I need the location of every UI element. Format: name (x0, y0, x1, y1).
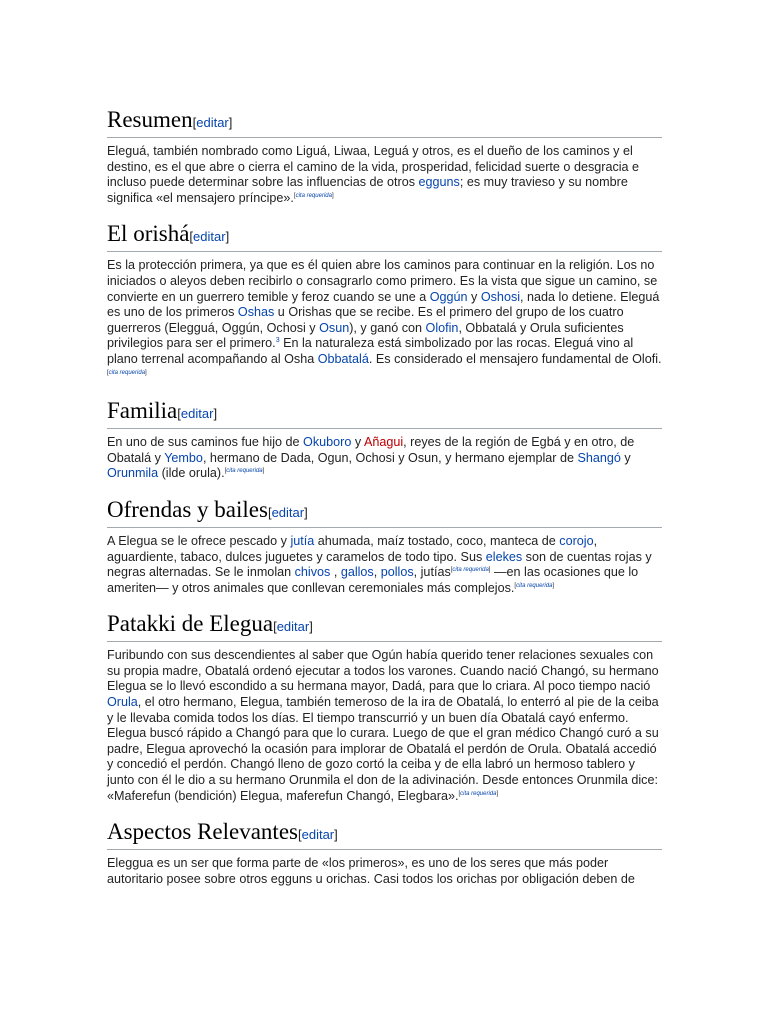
section-title: Resumen (107, 107, 193, 132)
edit-link[interactable]: editar (301, 827, 335, 843)
section-title: Aspectos Relevantes (107, 819, 298, 845)
citation-needed[interactable]: [cita requerida] (450, 567, 491, 574)
footnote-ref[interactable]: 3 (275, 337, 280, 345)
edit-link[interactable]: editar (276, 619, 310, 635)
link-elekes[interactable]: elekes (485, 549, 523, 564)
section-title: Patakki de Elegua (107, 611, 274, 637)
edit-section: [editar] (189, 229, 230, 245)
link-obbatala[interactable]: Obbatalá (317, 351, 369, 366)
section-resumen (107, 106, 662, 206)
section-patakki (107, 610, 662, 804)
link-okuboro[interactable]: Okuboro (303, 435, 352, 450)
section-heading (107, 220, 662, 252)
paragraph: A Elegua se le ofrece pescado y jutía ahumada, maíz tostado, coco, manteca de corojo, aguardiente, tabaco, dulces juguetes y caramelos de todo tipo. Sus elekes son de cuentas rojas y negras alternadas. Se le inmolan chivos , gallos, pollos, jutías[cita requerida] —en las ocasiones que lo ameriten— y otros animales que conllevan ceremoniales más complejos.[cita requerida] (107, 533, 652, 595)
edit-link[interactable]: editar (196, 115, 229, 130)
link-corojo[interactable]: corojo (559, 533, 594, 548)
section-heading (107, 818, 662, 850)
link-oshosi[interactable]: Oshosi (480, 289, 521, 304)
link-yembo[interactable]: Yembo (164, 450, 203, 465)
section-title: Familia (107, 398, 178, 424)
edit-link[interactable]: editar (271, 504, 305, 520)
article-content (107, 106, 662, 901)
link-egguns[interactable]: egguns (418, 175, 460, 190)
section-familia (107, 397, 662, 482)
citation-needed[interactable]: [cita requerida] (514, 582, 555, 589)
link-osun[interactable]: Osun (319, 320, 350, 335)
edit-section: [editar] (273, 619, 313, 635)
paragraph: En uno de sus caminos fue hijo de Okuboro y Añagui, reyes de la región de Egbá y en otro, de Obatalá y Yembo, hermano de Dada, Ogun, Ochosi y Osun, y hermano ejemplar de Shangó y Orunmila (ilde orula).[cita requerida] (107, 435, 635, 481)
section-aspectos (107, 818, 662, 887)
paragraph: Furibundo con sus descendientes al saber que Ogún había querido tener relaciones sexuales con su propia madre, Obatalá ordenó ejecutar a todos los varones. Cuando nació Changó, su hermano Elegua se lo llevó escondido a su hermana mayor, Dadá, para que lo criara. Al poco tiempo nació Orula, el otro hermano, Elegua, también temeroso de la ira de Obatalá, lo enterró al pie de la ceiba y le llevaba comida todos los días. El tiempo transcurrió y un buen día Obatalá cayó enfermo. Elegua buscó rápido a Changó para que lo curara. Luego de que el gran médico Changó curó a su padre, Elegua aprovechó la ocasión para implorar de Obatalá el perdón de Orula. Obatalá accedió y concedió el perdón. Changó lleno de gozo cortó la ceiba y de ella labró un hermoso tablero y junto con él le dio a su hermano Orunmila el don de la adivinación. Desde entonces Orunmila dice: «Maferefun (bendición) Elegua, maferefun Changó, Elegbara».[cita requerida] (107, 648, 659, 803)
citation-needed[interactable]: [cita requerida] (224, 468, 265, 475)
citation-needed[interactable]: [cita requerida] (293, 192, 334, 199)
edit-section: [editar] (267, 504, 308, 520)
edit-section: [editar] (297, 827, 338, 843)
paragraph: Eleggua es un ser que forma parte de «los primeros», es uno de los seres que más poder autoritario posee sobre otros egguns u orichas. Casi todos los orichas por obligación deben de (107, 856, 635, 886)
link-jutia[interactable]: jutía (290, 533, 315, 548)
citation-needed[interactable]: [cita requerida] (107, 369, 147, 376)
section-heading (107, 496, 662, 528)
section-el-orisha (107, 220, 662, 383)
section-title: El orishá (107, 221, 190, 247)
link-orula[interactable]: Orula (107, 695, 138, 710)
link-oggun[interactable]: Oggún (429, 289, 468, 304)
link-shango[interactable]: Shangó (577, 450, 621, 465)
section-heading (107, 610, 662, 642)
section-ofrendas (107, 496, 662, 596)
section-heading (107, 397, 662, 429)
link-oshas[interactable]: Oshas (237, 305, 275, 320)
link-pollos[interactable]: pollos (380, 565, 414, 580)
link-chivos[interactable]: chivos (294, 565, 331, 580)
link-gallos[interactable]: gallos (340, 565, 374, 580)
paragraph: Es la protección primera, ya que es él quien abre los caminos para continuar en la religión. Los no iniciados o aleyos deben recibirlo o consagrarlo como primero. Es la vista que sigue un camino, se convierte en un guerrero temible y feroz cuando se une a Oggún y Oshosi, nada lo detiene. Eleguá es uno de los primeros Oshas u Orishas que se recibe. Es el primero del grupo de los cuatro guerreros (Elegguá, Oggún, Ochosi y Osun), y ganó con Olofin, Obbatalá y Orula suficientes privilegios para ser el primero.$^3$ En la naturaleza está simbolizado por las rocas. Eleguá vino al plano terrenal acompañando al Osha Obbatalá. Es considerado el mensajero fundamental de Olofi.[cita requerida] (107, 258, 662, 376)
section-title: Ofrendas y bailes (107, 496, 268, 522)
citation-needed[interactable]: [cita requerida] (458, 790, 499, 797)
link-orunmila[interactable]: Orunmila (107, 466, 159, 481)
edit-section: [editar] (192, 115, 233, 130)
edit-section: [editar] (177, 406, 218, 422)
paragraph: Eleguá, también nombrado como Liguá, Liwaa, Leguá y otros, es el dueño de los caminos y el destino, es el que abre o cierra el camino de la vida, prosperidad, felicidad suerte o desgracia e incluso puede determinar sobre las influencias de otros egguns; es muy travieso y su nombre significa «el mensajero príncipe».[cita requerida] (107, 144, 640, 205)
edit-link[interactable]: editar (180, 406, 214, 422)
link-olofin[interactable]: Olofin (425, 320, 459, 335)
edit-link[interactable]: editar (193, 229, 226, 245)
link-anagui[interactable]: Añagui (363, 435, 404, 450)
section-heading (107, 106, 662, 138)
